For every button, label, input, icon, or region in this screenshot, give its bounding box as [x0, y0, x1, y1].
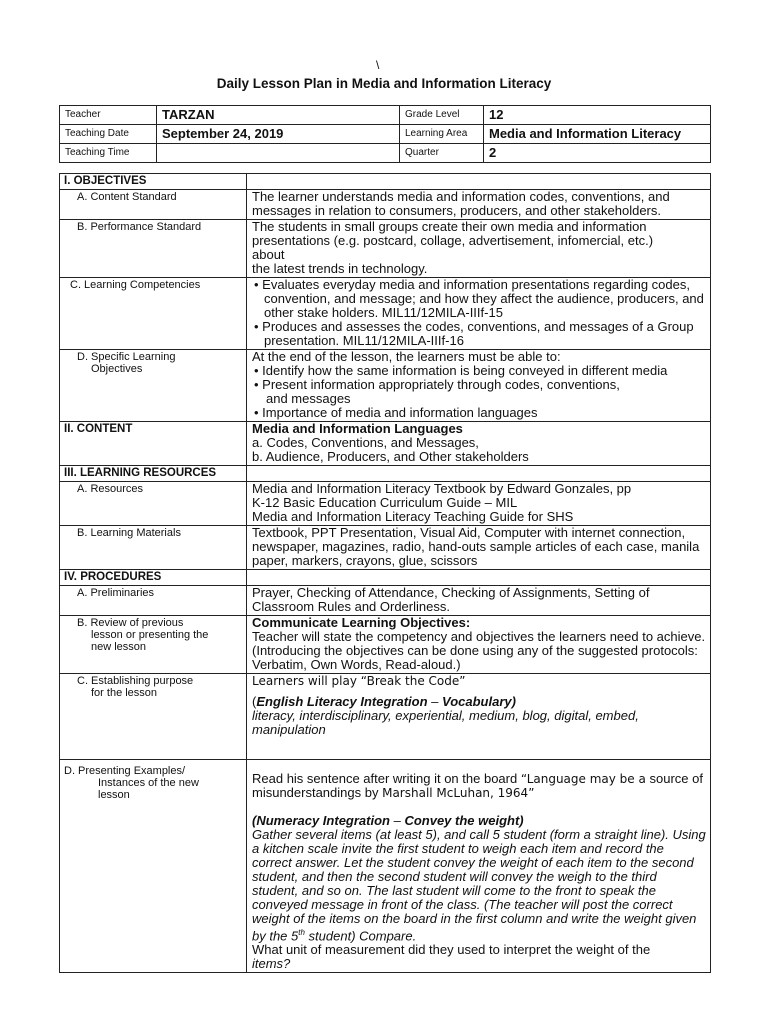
purpose-row	[60, 674, 711, 760]
page-title: Daily Lesson Plan in Media and Information Literacy	[216, 76, 552, 91]
teacher-label: Teacher	[60, 106, 157, 125]
performance-line: the latest trends in technology.	[252, 261, 428, 276]
competencies-label: C. Learning Competencies	[70, 279, 201, 291]
purpose-label: C. Establishing purpose	[77, 675, 194, 687]
area-value: Media and Information Literacy	[484, 125, 711, 144]
preliminaries-row	[60, 586, 711, 616]
content-line: a. Codes, Conventions, and Messages,	[252, 435, 479, 450]
numeracy-question-end: items?	[252, 956, 291, 972]
resources-row	[60, 482, 711, 526]
objectives-heading: I. OBJECTIVES	[60, 174, 247, 190]
resources-heading: III. LEARNING RESOURCES	[60, 466, 247, 482]
specific-objectives-row	[60, 350, 711, 422]
review-row	[60, 616, 711, 674]
examples-label-3: lesson	[98, 789, 130, 801]
review-label: B. Review of previous	[77, 617, 184, 629]
header-row-date	[60, 125, 711, 144]
grade-value: 12	[484, 106, 711, 125]
procedures-heading: IV. PROCEDURES	[60, 570, 247, 586]
specific-objectives-label: D. Specific Learning	[77, 351, 176, 363]
materials-row	[60, 526, 711, 570]
specific-item: • Identify how the same information is being conveyed in different media	[254, 363, 668, 378]
header-row-teacher	[60, 106, 711, 125]
purpose-line: Learners will play “Break the Code”	[252, 674, 466, 688]
date-value: September 24, 2019	[157, 125, 400, 144]
examples-label-2: Instances of the new	[98, 777, 199, 789]
grade-label: Grade Level	[400, 106, 484, 125]
examples-read: Read his sentence after writing it on the board “Language may be a source of misunderstandings by Marshall McLuhan, 1964”	[252, 771, 703, 800]
materials-label: B. Learning Materials	[77, 527, 181, 539]
date-label: Teaching Date	[60, 125, 157, 144]
specific-item: • Importance of media and information languages	[254, 405, 538, 420]
content-title: Media and Information Languages	[252, 421, 463, 436]
content-standard-row	[60, 190, 711, 220]
review-label-3: new lesson	[91, 641, 147, 653]
materials-text: Textbook, PPT Presentation, Visual Aid, Computer with internet connection, newspaper, magazines, radio, hand-outs sample articles of each case, manila paper, markers, crayons, glue, scissors	[247, 526, 711, 570]
procedures-heading-row	[60, 570, 711, 586]
resource-line: Media and Information Literacy Teaching Guide for SHS	[252, 509, 574, 524]
time-label: Teaching Time	[60, 144, 157, 163]
examples-row	[60, 760, 711, 973]
performance-line: The students in small groups create their own media and information presentations (e.g. postcard, collage, advertisement, infomercial, etc.)	[252, 219, 654, 248]
review-text: Teacher will state the competency and objectives the learners need to achieve. (Introducing the objectives can be done using any of the suggested protocols: Verbatim, Own Words, Read-aloud.)	[252, 629, 706, 672]
competency-text: Produces and assesses the codes, conventions, and messages of a Group presentation. MIL11/12MILA-IIIf-16	[262, 319, 694, 348]
numeracy-title: (Numeracy Integration – Convey the weight)	[252, 813, 524, 828]
preliminaries-label: A. Preliminaries	[77, 587, 155, 599]
specific-item-cont: and messages	[266, 391, 351, 406]
purpose-label-2: for the lesson	[91, 687, 158, 699]
specific-intro: At the end of the lesson, the learners must be able to:	[252, 349, 561, 364]
examples-label: D. Presenting Examples/	[64, 765, 186, 777]
header-row-time	[60, 144, 711, 163]
content-standard-text: The learner understands media and information codes, conventions, and messages in relation to consumers, producers, and other stakeholders.	[247, 190, 711, 220]
quarter-label: Quarter	[400, 144, 484, 163]
specific-item: • Present information appropriately through codes, conventions,	[254, 377, 620, 392]
purpose-integration: (English Literacy Integration – Vocabulary)	[252, 694, 516, 709]
competency-text: Evaluates everyday media and information presentations regarding codes, convention, and message; and how they affect the audience, producers, and other stake holders. MIL11/12MILA-IIIf-15	[262, 277, 704, 320]
lesson-plan-table	[59, 173, 711, 973]
resource-line: K-12 Basic Education Curriculum Guide – MIL	[252, 495, 518, 510]
performance-standard-label: B. Performance Standard	[77, 221, 202, 233]
content-row	[60, 422, 711, 466]
numeracy-text: Gather several items (at least 5), and call 5 student (form a straight line). Using a kitchen scale invite the first student to weigh each item and record the correct answer. Let the student convey the weight of each item to the second student, and then the second student will convey the weigh to the third student, and so on. The last student will come to the front to speak the conveyed message in front of the class. (The teacher will post the correct weight of the items on the board in the first column and write the weight given by the 5th student) Compare.	[252, 827, 706, 944]
objectives-heading-row	[60, 174, 711, 190]
performance-standard-row	[60, 220, 711, 278]
preliminaries-text: Prayer, Checking of Attendance, Checking of Assignments, Setting of Classroom Rules and Orderliness.	[247, 586, 711, 616]
numeracy-question: What unit of measurement did they used to interpret the weight of the	[252, 942, 651, 958]
content-standard-label: A. Content Standard	[77, 191, 177, 203]
specific-objectives-label-2: Objectives	[91, 363, 143, 375]
content-heading: II. CONTENT	[60, 422, 247, 466]
competency-item: • Evaluates everyday media and information presentations regarding codes, convention, and message; and how they affect the audience, producers, and other stake holders. MIL11/12MILA-IIIf-15	[254, 277, 704, 320]
competencies-row	[60, 278, 711, 350]
quarter-value: 2	[484, 144, 711, 163]
resources-label: A. Resources	[77, 483, 144, 495]
resource-line: Media and Information Literacy Textbook by Edward Gonzales, pp	[252, 481, 632, 496]
review-title: Communicate Learning Objectives:	[252, 615, 471, 630]
purpose-vocabulary: literacy, interdisciplinary, experiential, medium, blog, digital, embed, manipulation	[252, 708, 639, 737]
competency-item: • Produces and assesses the codes, conventions, and messages of a Group presentation. MIL11/12MILA-IIIf-16	[254, 319, 694, 348]
content-line: b. Audience, Producers, and Other stakeholders	[252, 449, 529, 464]
resources-heading-row	[60, 466, 711, 482]
header-table	[59, 105, 711, 163]
performance-line: about	[252, 247, 285, 262]
area-label: Learning Area	[400, 125, 484, 144]
review-label-2: lesson or presenting the	[91, 629, 209, 641]
stray-mark: \	[376, 58, 380, 72]
teacher-value: TARZAN	[157, 106, 400, 125]
time-value	[157, 144, 400, 163]
